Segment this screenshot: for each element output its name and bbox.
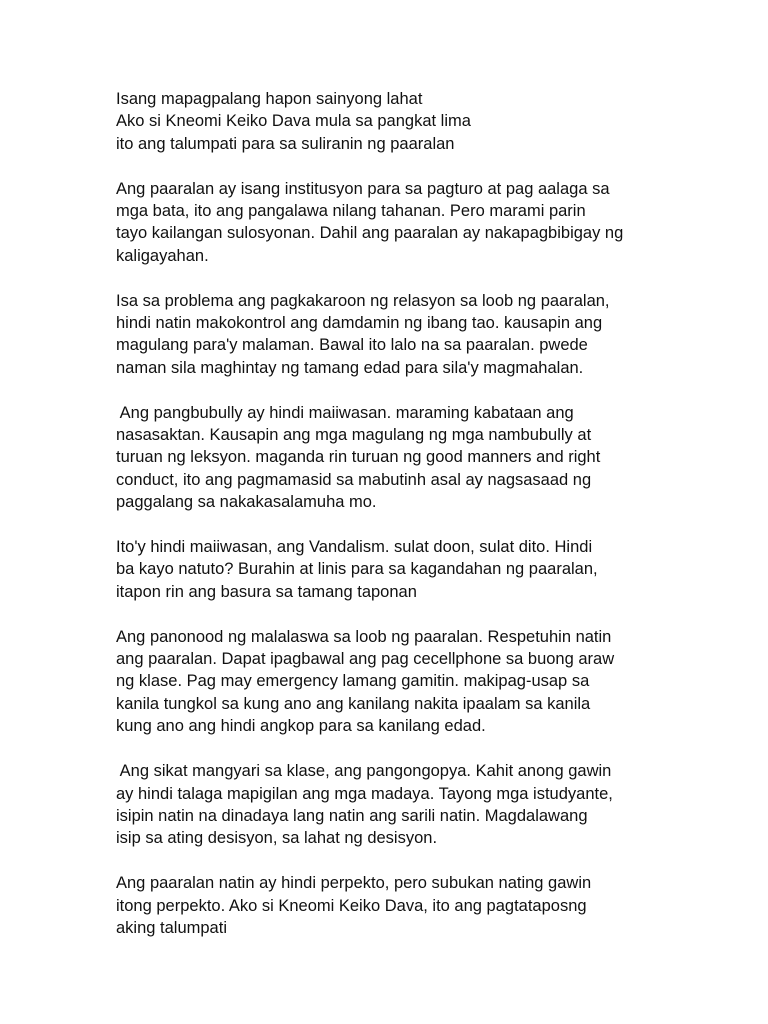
text-line: magulang para'y malaman. Bawal ito lalo na sa paaralan. pwede [116, 336, 588, 355]
text-line: isip sa ating desisyon, sa lahat ng desisyon. [116, 829, 438, 848]
text-line: ang paaralan. Dapat ipagbawal ang pag cecellphone sa buong araw [116, 650, 615, 669]
text-line: Ang paaralan natin ay hindi perpekto, pero subukan nating gawin [116, 874, 592, 893]
text-line: mga bata, ito ang pangalawa nilang tahanan. Pero marami parin [116, 202, 586, 221]
text-line: itong perpekto. Ako si Kneomi Keiko Dava, ito ang pagtataposng [116, 896, 587, 915]
text-line: Ang pangbubully ay hindi maiiwasan. maraming kabataan ang [116, 403, 574, 422]
text-line: Ako si Kneomi Keiko Dava mula sa pangkat lima [116, 112, 471, 131]
text-line: Ang panonood ng malalaswa sa loob ng paaralan. Respetuhin natin [116, 627, 612, 646]
text-line: ito ang talumpati para sa suliranin ng paaralan [116, 134, 455, 153]
paragraph-vandalism [116, 536, 756, 603]
text-line: aking talumpati [116, 918, 227, 937]
text-line: Isa sa problema ang pagkakaroon ng relasyon sa loob ng paaralan, [116, 291, 610, 310]
paragraph-closing [116, 872, 756, 939]
paragraph-bullying [116, 402, 756, 514]
text-line: ng klase. Pag may emergency lamang gamitin. makipag-usap sa [116, 672, 590, 691]
paragraph-cheating [116, 760, 756, 850]
text-line: ay hindi talaga mapigilan ang mga madaya. Tayong mga istudyante, [116, 784, 613, 803]
text-line: hindi natin makokontrol ang damdamin ng ibang tao. kausapin ang [116, 314, 603, 333]
text-line: itapon rin ang basura sa tamang taponan [116, 582, 417, 601]
text-line: nasasaktan. Kausapin ang mga magulang ng mga nambubully at [116, 426, 592, 445]
text-line: kung ano ang hindi angkop para sa kanilang edad. [116, 717, 486, 736]
paragraph-introduction [116, 178, 756, 268]
text-line: Ang sikat mangyari sa klase, ang pangongopya. Kahit anong gawin [116, 762, 612, 781]
text-line: Ang paaralan ay isang institusyon para sa pagturo at pag aalaga sa [116, 179, 610, 198]
text-line: conduct, ito ang pagmamasid sa mabutinh asal ay nagsasaad ng [116, 470, 592, 489]
text-line: turuan ng leksyon. maganda rin turuan ng good manners and right [116, 448, 601, 467]
text-line: Ito'y hindi maiiwasan, ang Vandalism. sulat doon, sulat dito. Hindi [116, 538, 593, 557]
text-line: ba kayo natuto? Burahin at linis para sa kagandahan ng paaralan, [116, 560, 598, 579]
text-line: kanila tungkol sa kung ano ang kanilang nakita ipaalam sa kanila [116, 694, 591, 713]
text-line: Isang mapagpalang hapon sainyong lahat [116, 90, 423, 108]
text-line: isipin natin na dinadaya lang natin ang sarili natin. Magdalawang [116, 806, 588, 825]
paragraph-explicit-content [116, 626, 756, 738]
text-line: tayo kailangan sulosyonan. Dahil ang paaralan ay nakapagbibigay ng [116, 224, 624, 243]
paragraph-relationships [116, 290, 756, 380]
text-line: paggalang sa nakakasalamuha mo. [116, 493, 377, 512]
document-page [116, 88, 756, 962]
text-line: naman sila maghintay ng tamang edad para sila'y magmahalan. [116, 358, 584, 377]
paragraph-greeting [116, 88, 756, 155]
text-line: kaligayahan. [116, 246, 209, 265]
